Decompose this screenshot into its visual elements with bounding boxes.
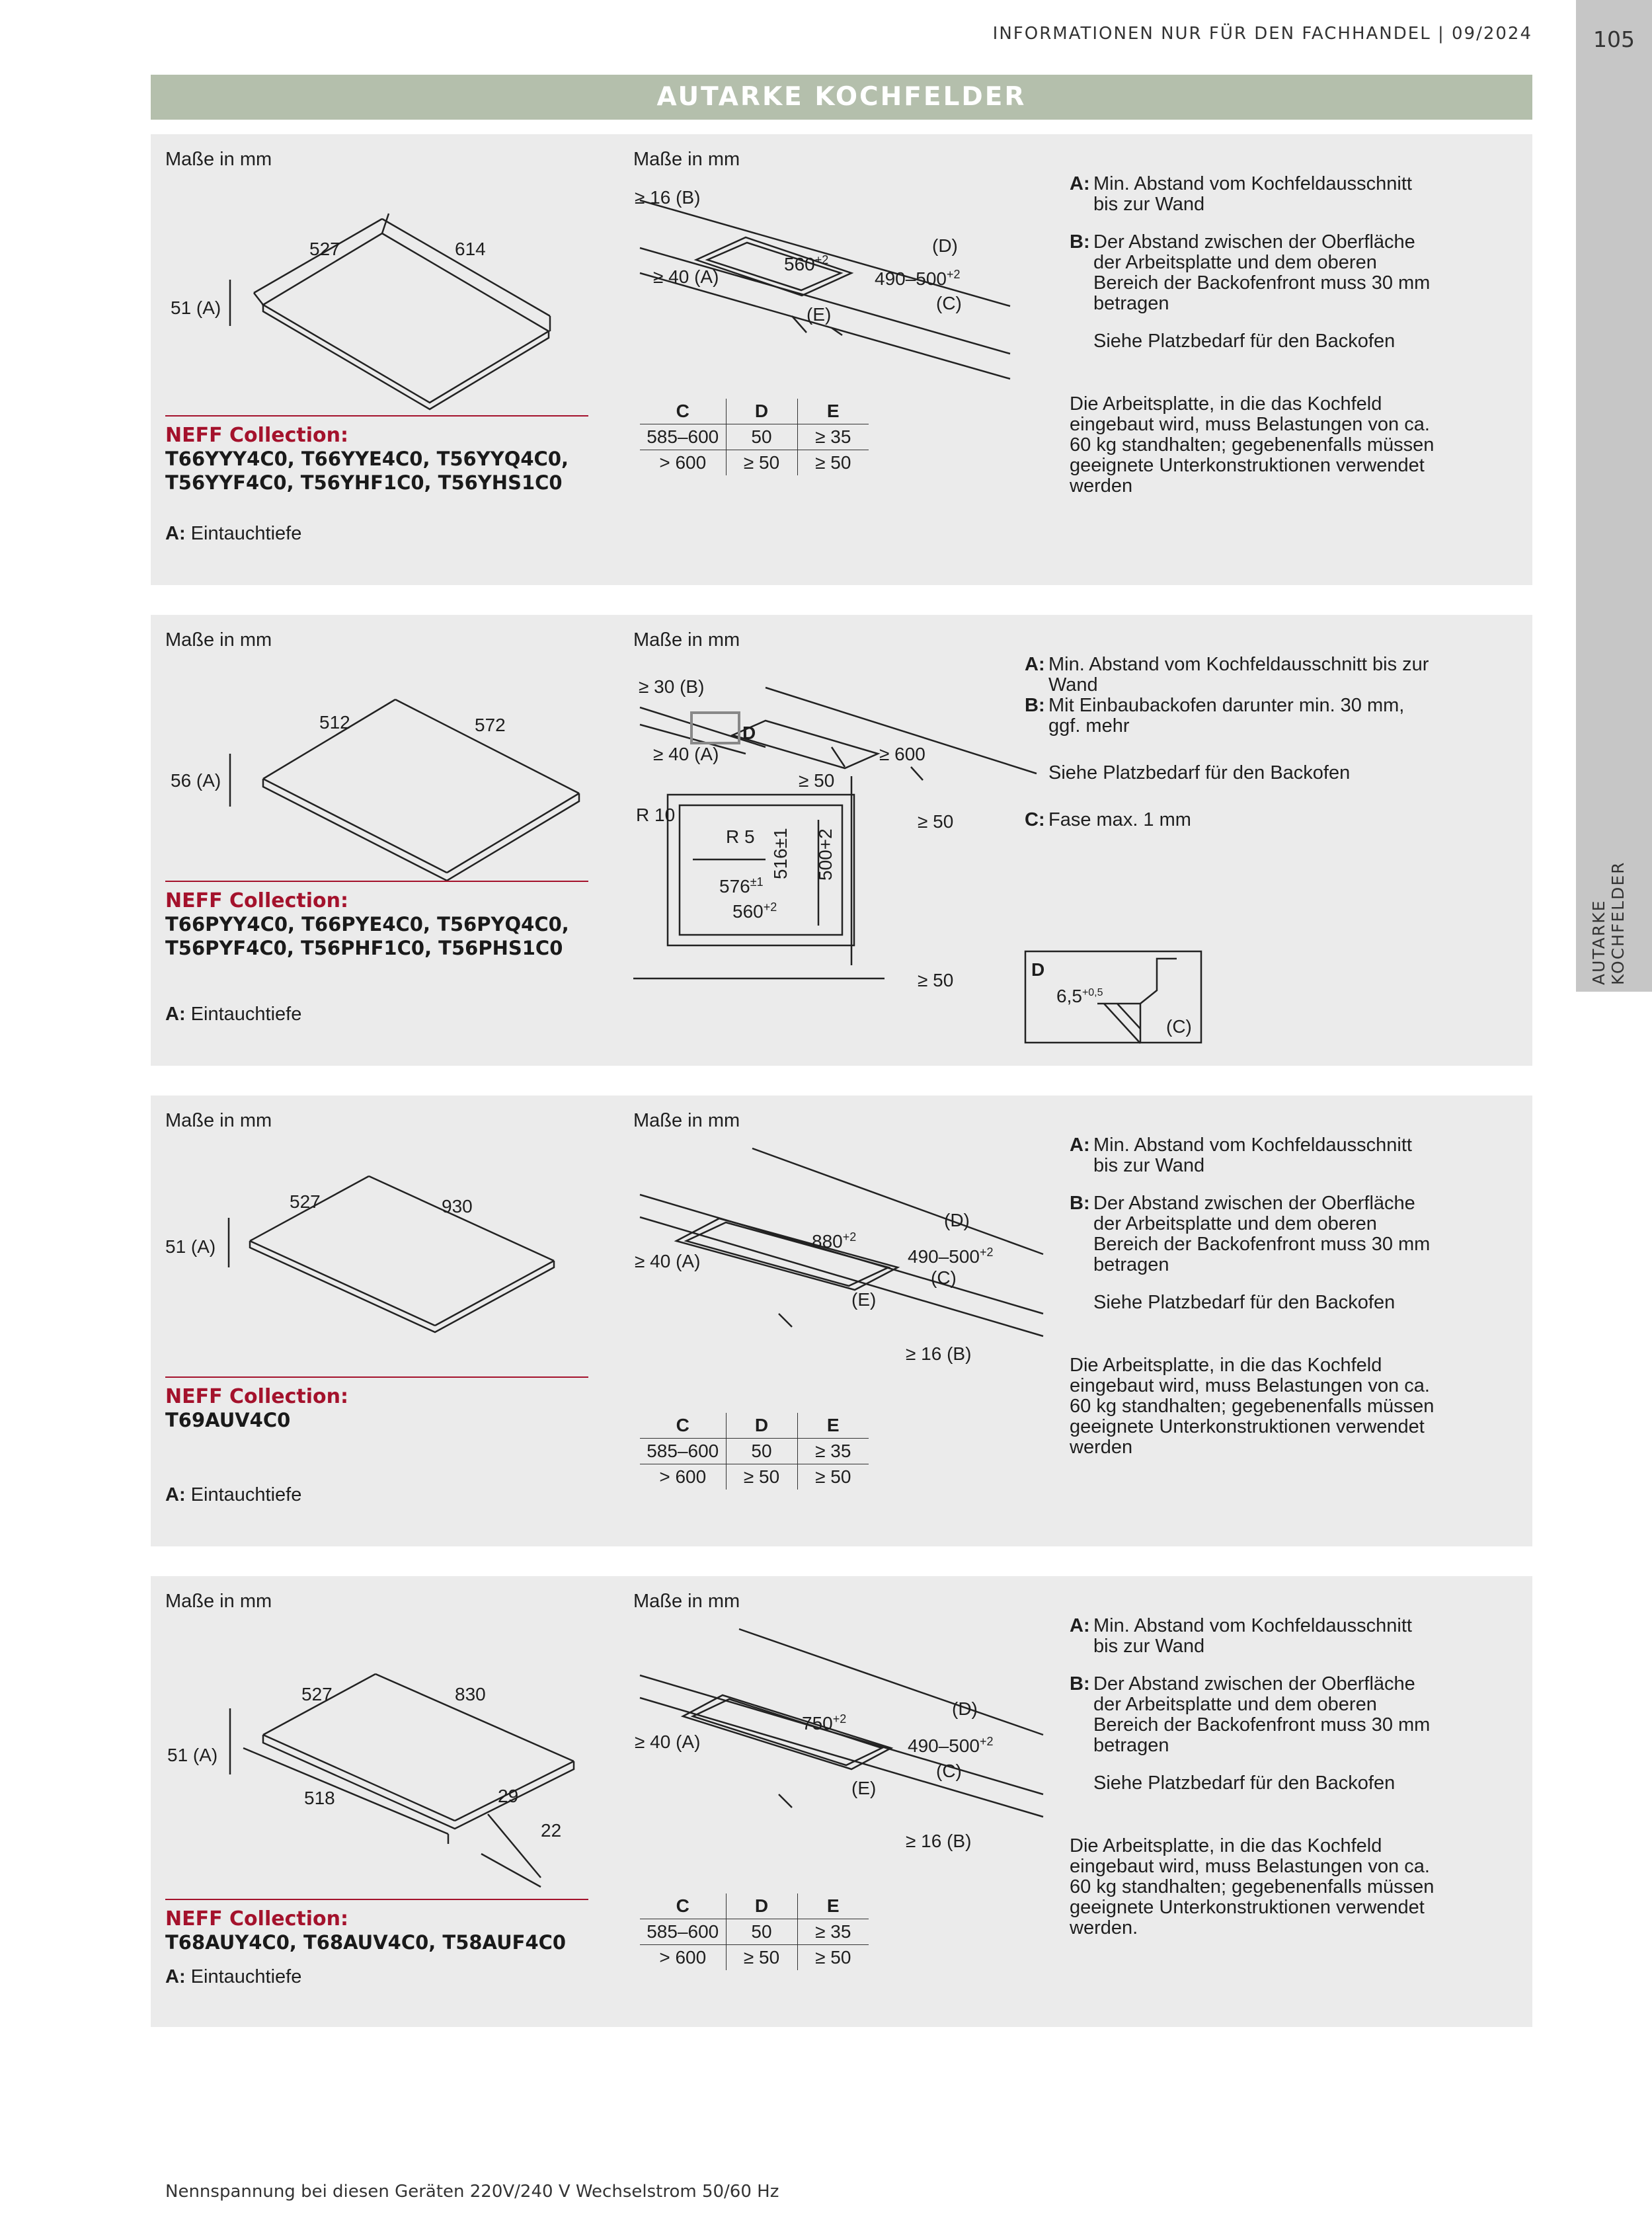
note-oven: Siehe Platzbedarf für den Backofen [1093, 1292, 1396, 1313]
b-label: ≥ 16 (B) [635, 187, 701, 208]
hob-depth: 930 [442, 1196, 473, 1216]
collection-title: NEFF Collection: [165, 1385, 348, 1408]
note-oven: Siehe Platzbedarf für den Backofen [1048, 762, 1351, 783]
note-oven: Siehe Platzbedarf für den Backofen [1093, 1772, 1396, 1794]
table-cell: ≥ 50 [726, 450, 797, 476]
top-clearance: ≥ 50 [918, 811, 954, 832]
table-cell: 50 [726, 1439, 797, 1464]
d-label: (D) [952, 1698, 978, 1719]
collection-block [165, 881, 588, 960]
sidebar-label-line1: AUTARKE [1589, 899, 1608, 985]
install-dims-label: Maße in mm [633, 1110, 740, 1131]
range-dim [908, 1246, 994, 1267]
right-clearance: ≥ 600 [879, 744, 925, 764]
install-drawing [633, 174, 1043, 425]
cut-dim [802, 1712, 846, 1733]
th-e: E [797, 1893, 869, 1919]
table-cell: 585–600 [640, 1439, 726, 1464]
cut-dim [784, 253, 828, 274]
hob-width: 512 [319, 712, 350, 733]
table-cell: > 600 [640, 1945, 726, 1971]
a-label: ≥ 40 (A) [635, 1251, 701, 1271]
a-legend-key: A: [165, 1004, 186, 1025]
hob-width: 527 [301, 1684, 333, 1704]
dims-label: Maße in mm [165, 1591, 272, 1612]
cut-dim-tol: +2 [832, 1712, 847, 1726]
collection-rule [165, 881, 588, 882]
hob-height: 51 (A) [165, 1236, 216, 1257]
cut-dim-value: 560 [784, 254, 815, 274]
th-c: C [640, 399, 726, 424]
th-d: D [726, 1893, 797, 1919]
radius-10: R 10 [636, 805, 676, 825]
radius-5: R 5 [726, 826, 755, 847]
note-load: Die Arbeitsplatte, in die das Kochfeld eingebaut wird, muss Belastungen von ca. 60 kg standhalten; gegebenenfalls müssen geeignete Unterkonstruktionen verwendet werden [1070, 393, 1435, 497]
th-c: C [640, 1893, 726, 1919]
notes-block [1070, 1135, 1430, 1330]
header-text: INFORMATIONEN NUR FÜR DEN FACHHANDEL | 09/2024 [992, 24, 1532, 44]
note-c: C: Fase max. 1 mm [1025, 809, 1191, 830]
cut-dim [812, 1230, 856, 1252]
collection-models-2: T56YYF4C0, T56YHF1C0, T56YHS1C0 [165, 471, 563, 494]
dims-label: Maße in mm [165, 1110, 272, 1131]
install-dims-label: Maße in mm [633, 629, 740, 651]
collection-block [165, 1899, 588, 1954]
width-outer-tol: ±1 [750, 875, 764, 889]
hob-depth: 614 [455, 239, 486, 259]
collection-rule [165, 1376, 588, 1378]
height-outer: 516±1 [770, 828, 791, 879]
a-legend-key: A: [165, 523, 186, 544]
collection-title: NEFF Collection: [165, 1907, 348, 1931]
chamfer-detail [1025, 951, 1203, 1045]
collection-rule [165, 415, 588, 417]
collection-block [165, 1376, 588, 1432]
notes-block [1070, 1616, 1430, 1811]
install-drawing [633, 1616, 1043, 1907]
sidebar-label [1589, 861, 1628, 985]
note-b: B: Der Abstand zwischen der Oberfläche der Arbeitsplatte und dem oberen Bereich der Backofenfront muss 30 mm betragen [1070, 231, 1431, 314]
hob-drawing [151, 655, 574, 879]
a-label: ≥ 40 (A) [653, 744, 719, 764]
a-label: ≥ 40 (A) [653, 266, 719, 287]
e-label: (E) [851, 1289, 877, 1310]
detail-d: D [1031, 959, 1045, 980]
table-cell: ≥ 35 [797, 424, 869, 450]
th-d: D [726, 399, 797, 424]
d-label: D [742, 723, 756, 743]
a-legend [165, 1484, 301, 1506]
collection-block [165, 415, 588, 495]
width-outer-value: 576 [719, 876, 750, 896]
th-d: D [726, 1413, 797, 1439]
range-dim [908, 1735, 994, 1756]
hob-height: 51 (A) [167, 1745, 218, 1765]
table-cell: ≥ 50 [797, 450, 869, 476]
d-label: (D) [932, 235, 958, 256]
collection-title: NEFF Collection: [165, 424, 348, 447]
c-label: (C) [936, 293, 962, 313]
table-cell: ≥ 35 [797, 1919, 869, 1945]
b-label: ≥ 30 (B) [639, 676, 705, 697]
table-cell: > 600 [640, 1464, 726, 1490]
dims-label: Maße in mm [165, 629, 272, 651]
hob-outline [230, 1674, 574, 1887]
cut-dim-value: 880 [812, 1231, 843, 1252]
install-drawing [633, 655, 1043, 1064]
b-label: ≥ 16 (B) [906, 1343, 972, 1364]
hob-outline [230, 699, 579, 881]
range-dim-value: 490–500 [908, 1246, 980, 1267]
note-a: A: Min. Abstand vom Kochfeldausschnitt bis zur Wand [1025, 654, 1429, 696]
collection-title: NEFF Collection: [165, 889, 348, 912]
hob-depth: 830 [455, 1684, 486, 1704]
notes-block [1070, 174, 1430, 369]
footer-note: Nennspannung bei diesen Geräten 220V/240 V Wechselstrom 50/60 Hz [165, 2182, 779, 2202]
cut-dim-tol: +2 [842, 1230, 857, 1244]
range-dim-tol: +2 [980, 1735, 994, 1748]
collection-models-1: T66PYY4C0, T66PYE4C0, T56PYQ4C0, [165, 913, 569, 936]
c-label: (C) [931, 1267, 957, 1288]
table-cell: 50 [726, 424, 797, 450]
collection-models-1: T66YYY4C0, T66YYE4C0, T56YYQ4C0, [165, 448, 569, 470]
spacing-table [640, 1413, 869, 1490]
notes-block [1025, 655, 1429, 848]
range-dim [875, 268, 961, 289]
detail-c: (C) [1166, 1016, 1192, 1037]
bottom-clearance: ≥ 50 [918, 970, 954, 990]
table-cell: ≥ 50 [726, 1945, 797, 1971]
c-label: (C) [936, 1761, 962, 1781]
table-cell: ≥ 50 [797, 1464, 869, 1490]
dims-label: Maße in mm [165, 149, 272, 170]
note-a: A: Min. Abstand vom Kochfeldausschnitt bis zur Wand [1070, 1135, 1412, 1176]
a-legend-text: Eintauchtiefe [190, 1004, 302, 1025]
width-outer [719, 875, 764, 896]
range-dim-tol: +2 [947, 268, 961, 281]
page-number: 105 [1593, 26, 1635, 52]
detail-value-tol: +0,5 [1082, 987, 1103, 998]
note-b: B: Der Abstand zwischen der Oberfläche der Arbeitsplatte und dem oberen Bereich der Backofenfront muss 30 mm betragen [1070, 1193, 1431, 1275]
height-inner: 500+2 [815, 828, 836, 881]
base-width: 518 [304, 1788, 335, 1808]
a-legend-text: Eintauchtiefe [190, 1484, 302, 1505]
th-c: C [640, 1413, 726, 1439]
note-load: Die Arbeitsplatte, in die das Kochfeld eingebaut wird, muss Belastungen von ca. 60 kg standhalten; gegebenenfalls müssen geeignete Unterkonstruktionen verwendet werden. [1070, 1835, 1435, 1938]
product-panel-3 [151, 1095, 1532, 1546]
spacing-table [640, 1893, 869, 1970]
e-label: (E) [851, 1778, 877, 1798]
a-legend-text: Eintauchtiefe [190, 1966, 302, 1987]
range-dim-value: 490–500 [908, 1735, 980, 1756]
note-b: B: Der Abstand zwischen der Oberfläche der Arbeitsplatte und dem oberen Bereich der Backofenfront muss 30 mm betragen [1070, 1673, 1431, 1756]
spacing-table [640, 399, 869, 475]
collection-rule [165, 1899, 588, 1900]
table-cell: > 600 [640, 450, 726, 476]
hob-width: 527 [290, 1191, 321, 1212]
note-load: Die Arbeitsplatte, in die das Kochfeld eingebaut wird, muss Belastungen von ca. 60 kg standhalten; gegebenenfalls müssen geeignete Unterkonstruktionen verwendet werden [1070, 1355, 1435, 1458]
width-inner [732, 900, 777, 922]
hob-drawing [151, 174, 574, 399]
width-inner-value: 560 [732, 901, 764, 922]
a-legend [165, 1004, 301, 1025]
hob-drawing [151, 1616, 574, 1867]
a-legend [165, 523, 301, 545]
collection-models-2: T56PYF4C0, T56PHF1C0, T56PHS1C0 [165, 937, 563, 959]
table-cell: 585–600 [640, 424, 726, 450]
front-clearance: ≥ 50 [799, 770, 835, 791]
base-offset: 22 [541, 1820, 562, 1841]
table-cell: 50 [726, 1919, 797, 1945]
product-panel-1 [151, 134, 1532, 585]
a-legend-text: Eintauchtiefe [190, 523, 302, 544]
a-legend [165, 1966, 301, 1988]
table-cell: 585–600 [640, 1919, 726, 1945]
note-a: A: Min. Abstand vom Kochfeldausschnitt bis zur Wand [1070, 1615, 1412, 1657]
note-a: A: Min. Abstand vom Kochfeldausschnitt bis zur Wand [1070, 173, 1412, 215]
th-e: E [797, 399, 869, 424]
install-drawing [633, 1135, 1043, 1426]
hob-depth: 572 [475, 715, 506, 735]
th-e: E [797, 1413, 869, 1439]
install-dims-label: Maße in mm [633, 1591, 740, 1612]
cut-dim-value: 750 [802, 1713, 833, 1733]
product-panel-4 [151, 1576, 1532, 2027]
width-inner-tol: +2 [763, 900, 777, 914]
table-cell: ≥ 35 [797, 1439, 869, 1464]
hob-drawing [151, 1135, 574, 1360]
detail-value-num: 6,5 [1056, 986, 1082, 1006]
install-dims-label: Maße in mm [633, 149, 740, 170]
table-cell: ≥ 50 [797, 1945, 869, 1971]
hob-outline [229, 1176, 554, 1332]
b-label: ≥ 16 (B) [906, 1831, 972, 1851]
cut-dim-tol: +2 [814, 253, 829, 266]
table-cell: ≥ 50 [726, 1464, 797, 1490]
base-height: 29 [498, 1786, 519, 1806]
hob-width: 527 [309, 239, 340, 259]
sidebar-tab [1576, 0, 1652, 992]
sidebar-label-line2: KOCHFELDER [1608, 861, 1628, 985]
range-dim-tol: +2 [980, 1246, 994, 1259]
product-panel-2 [151, 615, 1532, 1066]
range-dim-value: 490–500 [875, 268, 947, 289]
note-oven: Siehe Platzbedarf für den Backofen [1093, 331, 1396, 352]
a-legend-key: A: [165, 1966, 186, 1987]
e-label: (E) [806, 304, 832, 325]
collection-models-1: T68AUY4C0, T68AUV4C0, T58AUF4C0 [165, 1931, 567, 1954]
d-label: (D) [944, 1210, 970, 1230]
section-banner: AUTARKE KOCHFELDER [151, 75, 1532, 120]
a-label: ≥ 40 (A) [635, 1732, 701, 1752]
collection-models-1: T69AUV4C0 [165, 1409, 291, 1431]
hob-outline [230, 214, 550, 409]
hob-height: 51 (A) [171, 298, 221, 318]
worktop-lines [640, 200, 1010, 379]
hob-height: 56 (A) [171, 770, 221, 791]
a-legend-key: A: [165, 1484, 186, 1505]
note-b: B: Mit Einbaubackofen darunter min. 30 mm, ggf. mehr [1025, 695, 1405, 737]
